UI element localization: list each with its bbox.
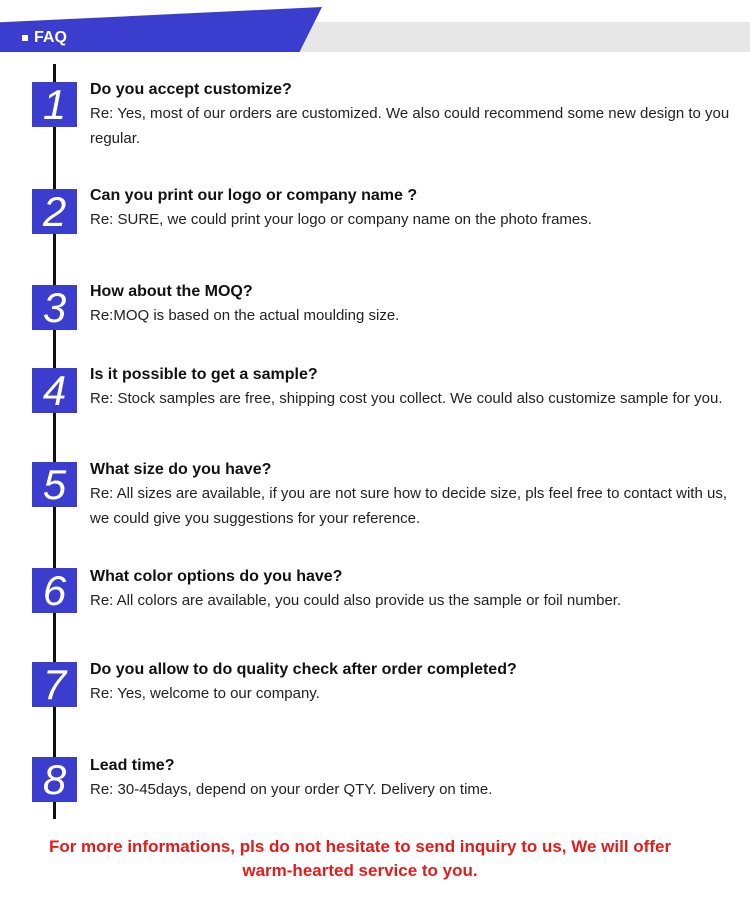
faq-question: How about the MOQ?	[90, 283, 253, 300]
faq-number-6: 6	[32, 568, 77, 613]
faq-question: Is it possible to get a sample?	[90, 366, 318, 383]
footer-note	[20, 835, 700, 883]
faq-answer: Re: Yes, welcome to our company.	[90, 685, 320, 702]
faq-item-1	[90, 79, 730, 151]
faq-answer: Re: 30-45days, depend on your order QTY. Delivery on time.	[90, 781, 493, 798]
footer-line-2: warm-hearted service to you.	[242, 861, 478, 880]
faq-number-1: 1	[32, 82, 77, 127]
faq-number-7: 7	[32, 662, 77, 707]
faq-answer: Re:MOQ is based on the actual moulding size.	[90, 307, 400, 324]
footer-line-1: For more informations, pls do not hesitate to send inquiry to us, We will offer	[48, 837, 672, 856]
faq-item-2	[90, 185, 730, 232]
faq-item-4	[90, 364, 730, 411]
faq-answer: Re: SURE, we could print your logo or company name on the photo frames.	[90, 211, 592, 228]
faq-number-4: 4	[32, 368, 77, 413]
faq-number-8: 8	[32, 757, 77, 802]
faq-item-6	[90, 566, 730, 613]
faq-question: What color options do you have?	[90, 568, 343, 585]
faq-answer: Re: All colors are available, you could also provide us the sample or foil number.	[90, 592, 622, 609]
faq-question: Can you print our logo or company name ?	[90, 187, 418, 204]
faq-question: Do you accept customize?	[90, 81, 292, 98]
faq-item-3	[90, 281, 730, 328]
faq-answer: Re: Yes, most of our orders are customized. We also could recommend some new design to you regular.	[90, 105, 730, 147]
faq-answer: Re: All sizes are available, if you are not sure how to decide size, pls feel free to contact with us, we could give you suggestions for your reference.	[90, 485, 727, 527]
faq-header	[22, 28, 67, 48]
faq-question: Do you allow to do quality check after order completed?	[90, 661, 517, 678]
faq-question: Lead time?	[90, 757, 175, 774]
faq-answer: Re: Stock samples are free, shipping cost you collect. We could also customize sample for you.	[90, 390, 723, 407]
bullet-square-icon	[22, 35, 28, 41]
faq-item-7	[90, 659, 730, 706]
faq-question: What size do you have?	[90, 461, 272, 478]
faq-item-5	[90, 459, 730, 531]
faq-number-3: 3	[32, 285, 77, 330]
faq-number-2: 2	[32, 189, 77, 234]
faq-header-label: FAQ	[34, 29, 67, 46]
faq-item-8	[90, 755, 730, 802]
faq-number-5: 5	[32, 462, 77, 507]
